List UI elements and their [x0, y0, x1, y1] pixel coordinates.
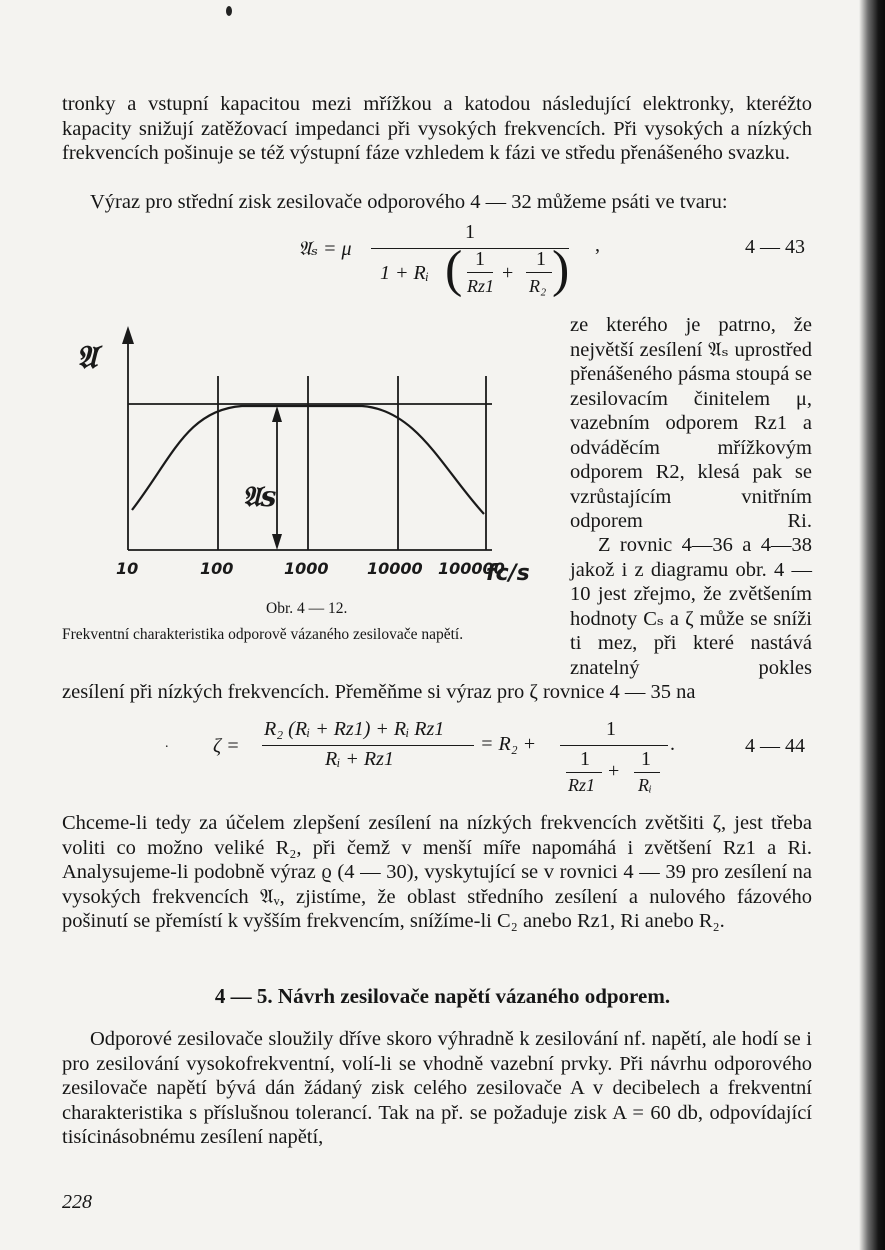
x-tick-1000: 1000: [284, 559, 329, 578]
eq44-number: 4 — 44: [745, 735, 805, 757]
figure-number: Obr. 4 — 12.: [266, 600, 348, 617]
eq44-inner2-bar: [634, 772, 660, 773]
eq44-period: .: [670, 733, 675, 755]
page-number: 228: [62, 1191, 92, 1213]
frequency-response-figure: [62, 318, 562, 588]
eq43-denominator-start: 1 + Rᵢ: [380, 262, 429, 284]
eq44-inner2-den: Rᵢ: [638, 775, 652, 795]
x-tick-10: 10: [116, 559, 139, 578]
x-tick-100000: 100000: [438, 559, 505, 578]
eq44-inner1-num: 1: [580, 748, 590, 770]
paragraph-side-diagram-end: ti mez, při které nastává znatelný pokles: [570, 632, 812, 679]
eq44-inner1-den: Rz1: [568, 775, 595, 795]
eq43-inner2-den: R₂: [529, 276, 547, 296]
eq44-inner1-bar: [566, 772, 602, 773]
eq44-middle: = R₂ +: [480, 733, 537, 755]
gain-arrow-bottom: [272, 534, 282, 550]
eq44-inner2-num: 1: [641, 748, 651, 770]
x-tick-10000: 10000: [367, 559, 423, 578]
paragraph-side-gain: ze kterého je patrno, že největší zesílení 𝔄ₛ uprostřed přenášeného pásma stoupá se zesilovacím činitelem μ, vazebním odporem Rz1 a odváděcím mřížkovým odporem R2, klesá pak se vzrůstajícím vnitřním odporem Ri.: [570, 314, 812, 532]
eq44-plus: +: [608, 760, 620, 782]
figure-caption: Frekventní charakteristika odporově vázaného zesilovače napětí.: [62, 626, 464, 643]
ink-speck: [226, 6, 232, 16]
page-shadow-edge: [859, 0, 885, 1250]
eq43-inner1-den: Rz1: [467, 276, 494, 296]
eq43-comma: ,: [595, 234, 600, 256]
paragraph-analysis: Chceme-li tedy za účelem zlepšení zesílení na nízkých frekvencích zvětšiti ζ, jest třeba voliti co možno veliké R₂, při čemž v menší míře napomáhá i zvětšení Rz1 a Ri. Analysujeme-li podobně výraz ϱ (4 — 30), vyskytující se v rovnici 4 — 39 pro zesílení na vysokých frekvencích 𝔄ᵥ, zjistíme, že oblast středního zesílení a nulového fázového pošinutí se přemístí k vyšším frekvencím, snížíme-li C₂ anebo Rz1, Ri anebo R₂.: [62, 812, 812, 932]
eq43-left-paren: (: [445, 241, 463, 298]
eq43-inner2-bar: [526, 272, 552, 273]
eq43-numerator: 1: [465, 221, 475, 243]
paragraph-intro: tronky a vstupní kapacitou mezi mřížkou a katodou následující elektronky, kteréžto kapacity snižují zatěžovací impedanci při vysokých frekvencích. Při vysokých a nízkých frekvencích pošinuje se též výstupní fáze vzhledem k fázi ve středu přenášeného svazku.: [62, 93, 812, 164]
section-heading: 4 — 5. Návrh zesilovače napětí vázaného odporem.: [214, 984, 671, 1008]
eq44-fraction-numerator: 1: [606, 718, 616, 740]
eq43-number: 4 — 43: [745, 236, 805, 258]
eq43-inner1-bar: [467, 272, 493, 273]
paragraph-design: Odporové zesilovače sloužily dříve skoro výhradně k zesilování nf. napětí, ale hodí se i pro zesilování vysokofrekventní, volí-li se vhodně vazební prvky. Při návrhu odporového zesilovače napětí bývá dán žádaný zisk celého zesilovače A v decibelech a frekventní charakteristika s příslušnou tolerancí. Tak na př. se požaduje zisk A = 60 db, odpovídající tisícinásobnému zesílení napětí,: [62, 1028, 812, 1148]
eq43-plus: +: [502, 262, 514, 284]
eq44-fraction-bar: [262, 745, 474, 746]
eq43-right-paren: ): [552, 241, 570, 298]
eq44-bullet: .: [165, 736, 169, 751]
y-axis-arrow: [122, 326, 134, 344]
x-tick-100: 100: [200, 559, 234, 578]
paragraph-low-frequency: zesílení při nízkých frekvencích. Přeměňme si výraz pro ζ rovnice 4 — 35 na: [62, 681, 696, 703]
eq44-lhs: ζ =: [213, 735, 240, 757]
paragraph-side-diagram: Z rovnic 4—36 a 4—38 jakož i z diagramu obr. 4 — 10 jest zřejmo, že zvětšením hodnoty Cₛ a ζ může se sníži: [570, 534, 812, 630]
eq43-inner1-num: 1: [475, 248, 485, 270]
eq44-outer-bar: [560, 745, 668, 746]
y-axis-label: 𝔄: [76, 338, 98, 376]
gain-arrow-top: [272, 406, 282, 422]
x-unit-label: fc/s: [486, 561, 530, 586]
paragraph-gain-expression: Výraz pro střední zisk zesilovače odporového 4 — 32 můžeme psáti ve tvaru:: [90, 191, 728, 213]
eq44-numerator: R₂ (Rᵢ + Rz1) + Rᵢ Rz1: [264, 718, 445, 740]
gain-label: 𝔄s: [242, 480, 277, 513]
eq43-inner2-num: 1: [536, 248, 546, 270]
eq44-denominator: Rᵢ + Rz1: [325, 748, 394, 770]
eq43-lhs: 𝔄ₛ = μ: [298, 238, 352, 260]
